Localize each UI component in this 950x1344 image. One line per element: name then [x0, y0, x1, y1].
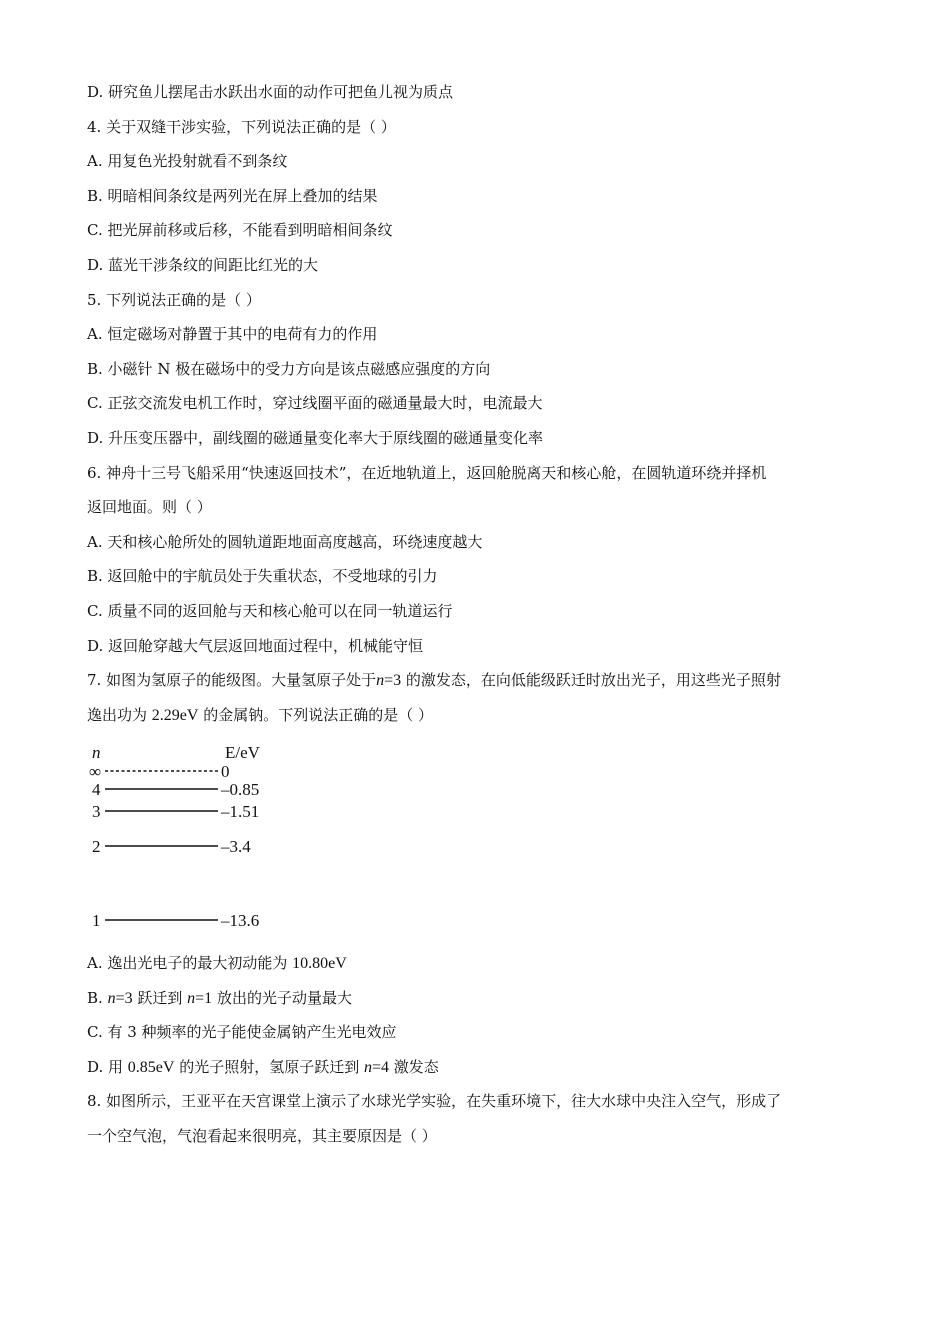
- text-line: [87, 317, 877, 352]
- text-line: [87, 75, 877, 110]
- text-line: [87, 144, 877, 179]
- text-line: [87, 1050, 877, 1085]
- text-segment: B.: [87, 988, 108, 1007]
- level-n-label: 2: [92, 837, 101, 856]
- text-segment: 4. 关于双缝干涉实验，下列说法正确的是（ ）: [87, 117, 396, 136]
- text-segment: =1: [195, 989, 213, 1007]
- text-segment: C. 有 3 种频率的光子能使金属钠产生光电效应: [87, 1023, 397, 1042]
- text-line: [87, 283, 877, 318]
- text-segment: B. 明暗相间条纹是两列光在屏上叠加的结果: [87, 186, 378, 205]
- text-segment: 逸出功为: [87, 705, 152, 724]
- hydrogen-energy-level-diagram: [85, 740, 285, 940]
- text-segment: =3: [115, 989, 133, 1007]
- text-segment: 0.85eV: [127, 1058, 175, 1076]
- text-line: [87, 559, 877, 594]
- text-segment: B. 小磁针 N 极在磁场中的受力方向是该点磁感应强度的方向: [87, 359, 491, 378]
- text-segment: 的金属钠。下列说法正确的是（ ）: [198, 705, 433, 724]
- text-segment: A. 逸出光电子的最大初动能为: [87, 954, 293, 972]
- text-segment: D. 返回舱穿越大气层返回地面过程中，机械能守恒: [87, 636, 424, 655]
- text-line: [87, 946, 877, 981]
- question-text-bottom: [87, 946, 877, 1154]
- text-segment: B. 返回舱中的宇航员处于失重状态，不受地球的引力: [87, 567, 438, 586]
- text-segment: 返回地面。则（ ）: [87, 498, 212, 517]
- text-line: [87, 110, 877, 145]
- text-segment: 激发态: [389, 1057, 439, 1076]
- energy-axis-label: E/eV: [225, 743, 260, 762]
- text-segment: D. 用: [87, 1057, 128, 1076]
- text-line: [87, 490, 877, 525]
- math-variable: n: [187, 989, 196, 1007]
- text-line: [87, 248, 877, 283]
- level-energy-label: –1.51: [221, 802, 260, 821]
- text-segment: 放出的光子动量最大: [212, 988, 352, 1007]
- text-segment: C. 质量不同的返回舱与天和核心舱可以在同一轨道运行: [87, 601, 453, 620]
- text-line: [87, 456, 877, 491]
- text-line: [87, 179, 877, 214]
- level-n-label: 3: [92, 802, 101, 821]
- text-segment: =4: [372, 1058, 390, 1076]
- text-line: [87, 698, 877, 733]
- text-line: [87, 594, 877, 629]
- text-line: [87, 981, 877, 1016]
- math-variable: n: [364, 1058, 372, 1076]
- text-segment: 2.29eV: [151, 706, 199, 724]
- level-n-label: 1: [92, 911, 101, 930]
- text-line: [87, 663, 877, 698]
- level-n-label: ∞: [89, 762, 102, 781]
- text-segment: 的激发态，在向低能级跃迁时放出光子，用这些光子照射: [401, 671, 781, 690]
- text-segment: 7. 如图为氢原子的能级图。大量氢原子处于: [87, 671, 377, 690]
- text-line: [87, 213, 877, 248]
- text-line: [87, 525, 877, 560]
- text-segment: D. 升压变压器中，副线圈的磁通量变化率大于原线圈的磁通量变化率: [87, 428, 544, 447]
- text-line: [87, 629, 877, 664]
- text-segment: C. 把光屏前移或后移，不能看到明暗相间条纹: [87, 221, 393, 240]
- text-segment: 的光子照射，氢原子跃迁到: [174, 1057, 364, 1076]
- text-segment: A. 用复色光投射就看不到条纹: [87, 152, 288, 171]
- text-segment: 8. 如图所示，王亚平在天宫课堂上演示了水球光学实验，在失重环境下，往大水球中央注入空气，形成了: [87, 1092, 782, 1111]
- text-segment: =3: [384, 672, 402, 690]
- level-energy-label: 0: [221, 762, 230, 781]
- text-line: [87, 1119, 877, 1154]
- text-segment: 6. 神舟十三号飞船采用“快速返回技术”，在近地轨道上，返回舱脱离天和核心舱，在圆轨道环绕并择机: [87, 463, 767, 482]
- text-line: [87, 352, 877, 387]
- text-segment: A. 恒定磁场对静置于其中的电荷有力的作用: [87, 325, 378, 344]
- text-segment: 10.80eV: [292, 955, 347, 972]
- level-n-label: 4: [92, 780, 101, 799]
- text-segment: 一个空气泡，气泡看起来很明亮，其主要原因是（ ）: [87, 1126, 437, 1145]
- level-energy-label: –13.6: [221, 911, 260, 930]
- text-segment: 5. 下列说法正确的是（ ）: [87, 290, 261, 309]
- math-variable: n: [376, 672, 385, 690]
- question-text-top: [87, 75, 877, 732]
- n-axis-label: n: [92, 743, 101, 762]
- text-segment: C. 正弦交流发电机工作时，穿过线圈平面的磁通量最大时，电流最大: [87, 394, 543, 413]
- text-segment: D. 研究鱼儿摆尾击水跃出水面的动作可把鱼儿视为质点: [87, 83, 454, 101]
- level-energy-label: –3.4: [221, 837, 251, 856]
- text-line: [87, 1084, 877, 1119]
- text-segment: 跃迁到: [132, 988, 188, 1007]
- math-variable: n: [107, 989, 116, 1007]
- level-energy-label: –0.85: [221, 780, 260, 799]
- text-segment: D. 蓝光干涉条纹的间距比红光的大: [87, 255, 319, 274]
- text-line: [87, 386, 877, 421]
- text-line: [87, 1015, 877, 1050]
- text-segment: A. 天和核心舱所处的圆轨道距地面高度越高，环绕速度越大: [87, 532, 483, 551]
- text-line: [87, 421, 877, 456]
